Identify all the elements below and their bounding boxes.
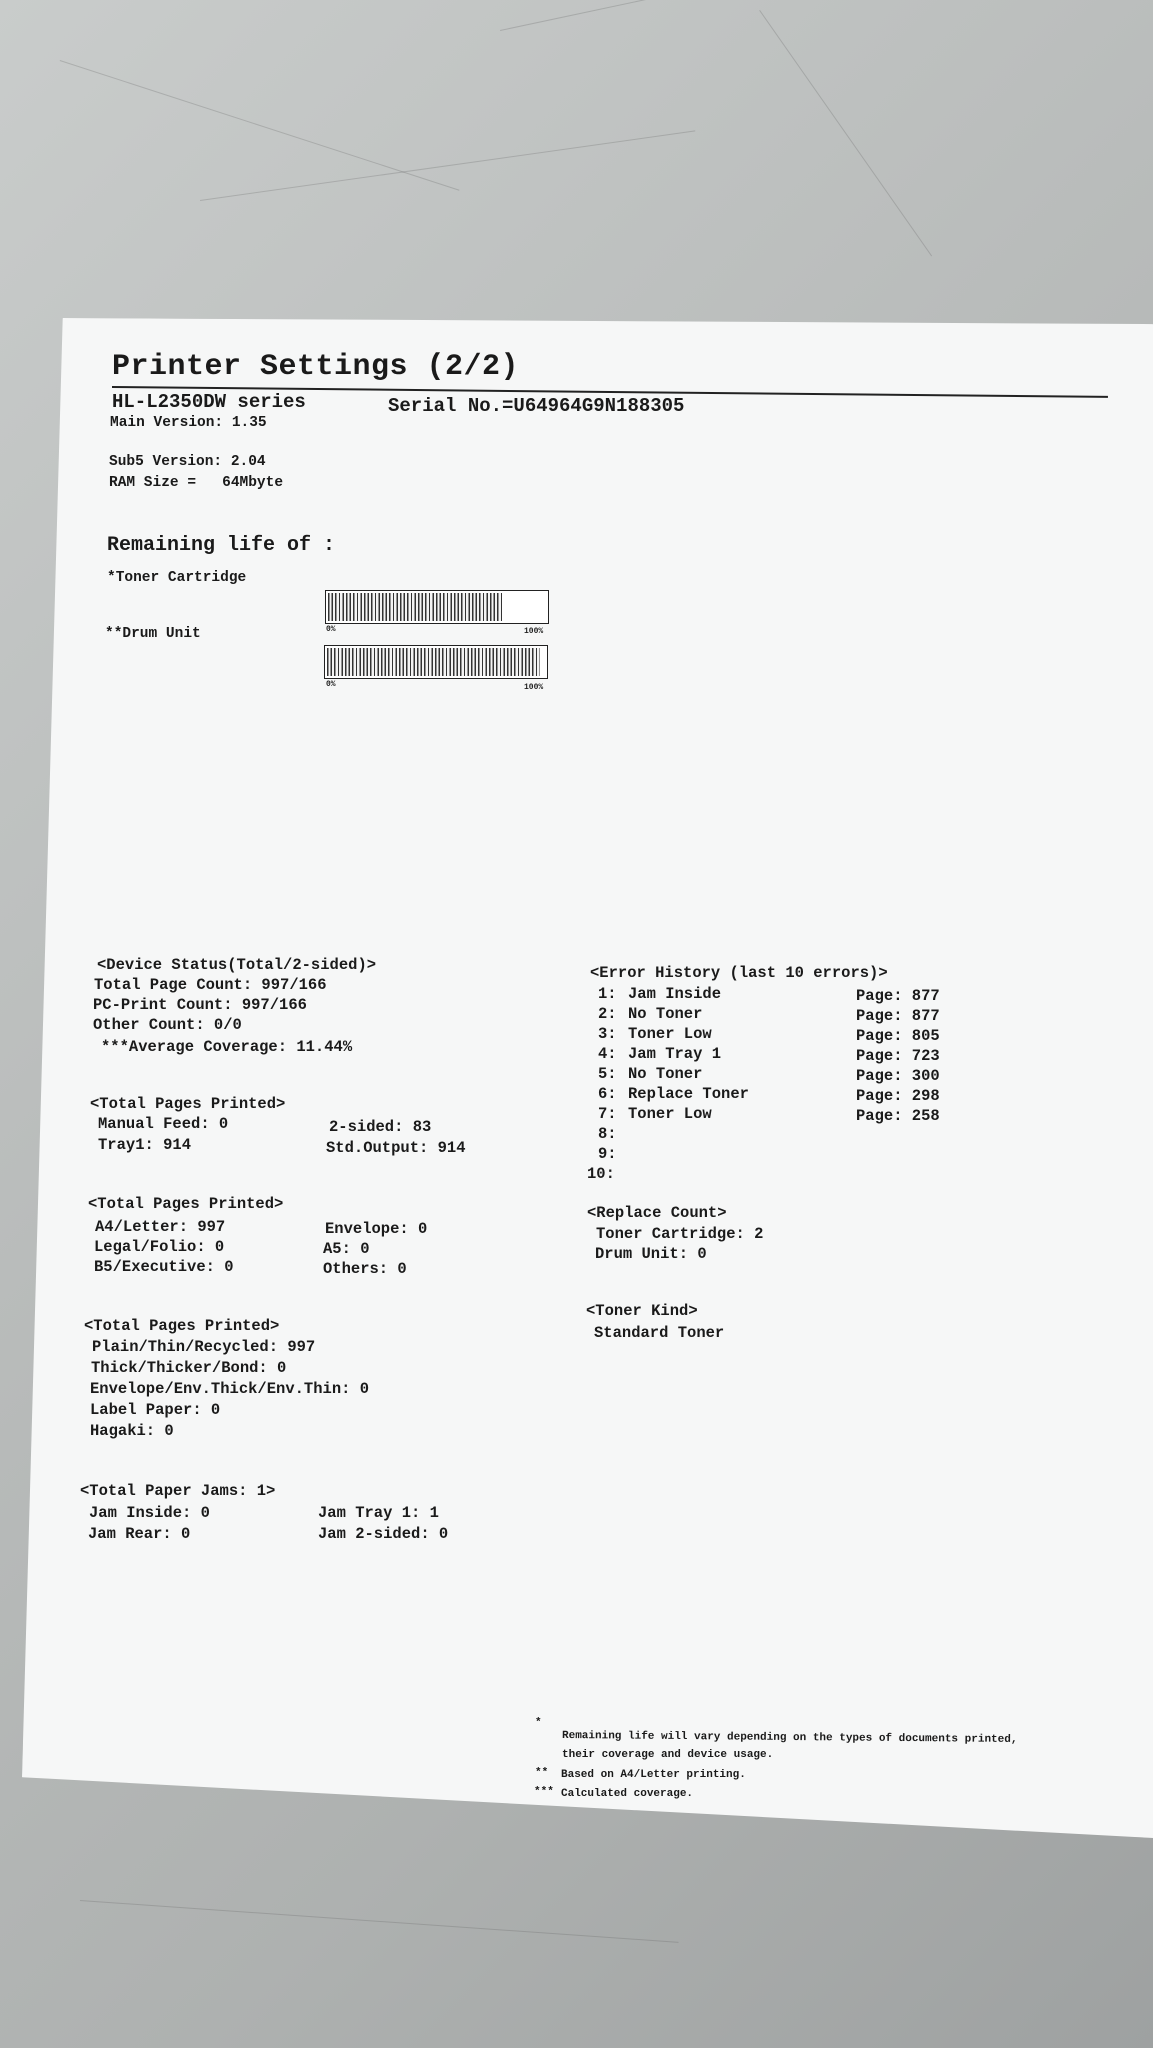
surface-scratch bbox=[200, 130, 695, 201]
error-history-number: 2: bbox=[598, 1005, 617, 1023]
toner-cartridge-label: *Toner Cartridge bbox=[107, 570, 247, 586]
pages-by-size-heading: <Total Pages Printed> bbox=[88, 1195, 284, 1213]
error-history-name: Toner Low bbox=[628, 1105, 712, 1123]
error-history-name: No Toner bbox=[628, 1005, 703, 1023]
paper-jams-heading: <Total Paper Jams: 1> bbox=[80, 1482, 276, 1500]
error-history-number: 9: bbox=[598, 1145, 617, 1163]
error-history-number: 1: bbox=[598, 985, 617, 1003]
surface-scratch bbox=[80, 1900, 679, 1943]
footnote-1-line-2: their coverage and device usage. bbox=[562, 1749, 774, 1761]
other-count: Other Count: 0/0 bbox=[93, 1016, 242, 1034]
error-history-name: Toner Low bbox=[628, 1025, 712, 1043]
footnote-1-line-1: Remaining life will vary depending on the types of documents printed, bbox=[561, 1730, 1018, 1746]
model-name: HL-L2350DW series bbox=[112, 391, 306, 413]
error-history-page: Page: 258 bbox=[856, 1107, 940, 1125]
error-history-heading: <Error History (last 10 errors)> bbox=[590, 964, 888, 982]
a5-count: A5: 0 bbox=[323, 1240, 370, 1258]
error-history-number: 4: bbox=[598, 1045, 617, 1063]
average-coverage: ***Average Coverage: 11.44% bbox=[101, 1038, 353, 1056]
b5-executive-count: B5/Executive: 0 bbox=[94, 1258, 234, 1276]
drum-life-fill bbox=[327, 648, 540, 676]
toner-scale-min: 0% bbox=[326, 625, 336, 634]
jam-tray1-count: Jam Tray 1: 1 bbox=[318, 1504, 439, 1522]
remaining-life-heading: Remaining life of : bbox=[107, 534, 336, 557]
pages-by-source-heading: <Total Pages Printed> bbox=[90, 1095, 286, 1113]
surface-scratch bbox=[759, 10, 932, 256]
error-history-number: 5: bbox=[598, 1065, 617, 1083]
toner-replace-count: Toner Cartridge: 2 bbox=[596, 1225, 764, 1243]
others-count: Others: 0 bbox=[323, 1260, 407, 1278]
error-history-name: Replace Toner bbox=[628, 1085, 749, 1103]
error-history-number: 6: bbox=[598, 1085, 617, 1103]
tray1-count: Tray1: 914 bbox=[98, 1136, 192, 1154]
main-version: Main Version: 1.35 bbox=[110, 415, 267, 431]
replace-count-heading: <Replace Count> bbox=[587, 1204, 727, 1222]
error-history-page: Page: 805 bbox=[856, 1027, 940, 1045]
manual-feed-count: Manual Feed: 0 bbox=[98, 1115, 229, 1133]
surface-scratch bbox=[500, 0, 872, 31]
jam-rear-count: Jam Rear: 0 bbox=[88, 1525, 191, 1543]
plain-paper-count: Plain/Thin/Recycled: 997 bbox=[92, 1338, 316, 1356]
sub5-version: Sub5 Version: 2.04 bbox=[109, 454, 266, 470]
page-title: Printer Settings (2/2) bbox=[112, 350, 520, 384]
drum-unit-label: **Drum Unit bbox=[105, 626, 201, 642]
footnote-2-text: Based on A4/Letter printing. bbox=[561, 1769, 746, 1781]
legal-folio-count: Legal/Folio: 0 bbox=[94, 1238, 225, 1256]
label-paper-count: Label Paper: 0 bbox=[90, 1401, 221, 1419]
error-history-name: No Toner bbox=[628, 1065, 703, 1083]
toner-life-fill bbox=[328, 593, 502, 621]
error-history-number: 3: bbox=[598, 1025, 617, 1043]
toner-life-gauge bbox=[325, 590, 549, 624]
drum-replace-count: Drum Unit: 0 bbox=[595, 1245, 707, 1263]
std-output-count: Std.Output: 914 bbox=[326, 1139, 466, 1157]
pc-print-count: PC-Print Count: 997/166 bbox=[93, 996, 307, 1014]
drum-life-gauge bbox=[324, 645, 548, 679]
footnote-2-mark: ** bbox=[535, 1767, 549, 1779]
footnote-1-mark: * bbox=[535, 1717, 542, 1729]
error-history-name: Jam Tray 1 bbox=[628, 1045, 722, 1063]
error-history-page: Page: 723 bbox=[856, 1047, 940, 1065]
toner-kind-value: Standard Toner bbox=[594, 1324, 725, 1342]
toner-scale-max: 100% bbox=[524, 627, 544, 636]
thick-paper-count: Thick/Thicker/Bond: 0 bbox=[91, 1359, 287, 1377]
drum-scale-max: 100% bbox=[524, 683, 544, 692]
error-history-number: 7: bbox=[598, 1105, 617, 1123]
footnote-3-mark: *** bbox=[534, 1786, 554, 1798]
error-history-number: 8: bbox=[598, 1125, 617, 1143]
total-page-count: Total Page Count: 997/166 bbox=[94, 976, 327, 994]
envelope-count: Envelope: 0 bbox=[325, 1220, 428, 1238]
envelope-media-count: Envelope/Env.Thick/Env.Thin: 0 bbox=[90, 1380, 370, 1398]
footnote-3-text: Calculated coverage. bbox=[561, 1788, 694, 1800]
error-history-page: Page: 877 bbox=[856, 987, 940, 1005]
error-history-page: Page: 300 bbox=[856, 1067, 940, 1085]
jam-inside-count: Jam Inside: 0 bbox=[89, 1504, 210, 1522]
hagaki-count: Hagaki: 0 bbox=[90, 1422, 174, 1440]
jam-2sided-count: Jam 2-sided: 0 bbox=[318, 1525, 449, 1543]
serial-number: Serial No.=U64964G9N188305 bbox=[388, 395, 685, 417]
error-history-page: Page: 298 bbox=[856, 1087, 940, 1105]
ram-size: RAM Size = 64Mbyte bbox=[109, 475, 284, 491]
a4-letter-count: A4/Letter: 997 bbox=[95, 1218, 226, 1236]
device-status-heading: <Device Status(Total/2-sided)> bbox=[97, 956, 377, 974]
error-history-page: Page: 877 bbox=[856, 1007, 940, 1025]
error-history-name: Jam Inside bbox=[628, 985, 722, 1003]
toner-kind-heading: <Toner Kind> bbox=[586, 1302, 698, 1320]
error-history-number: 10: bbox=[587, 1165, 615, 1183]
pages-by-media-heading: <Total Pages Printed> bbox=[84, 1317, 280, 1335]
two-sided-count: 2-sided: 83 bbox=[329, 1118, 432, 1136]
drum-scale-min: 0% bbox=[326, 680, 336, 689]
